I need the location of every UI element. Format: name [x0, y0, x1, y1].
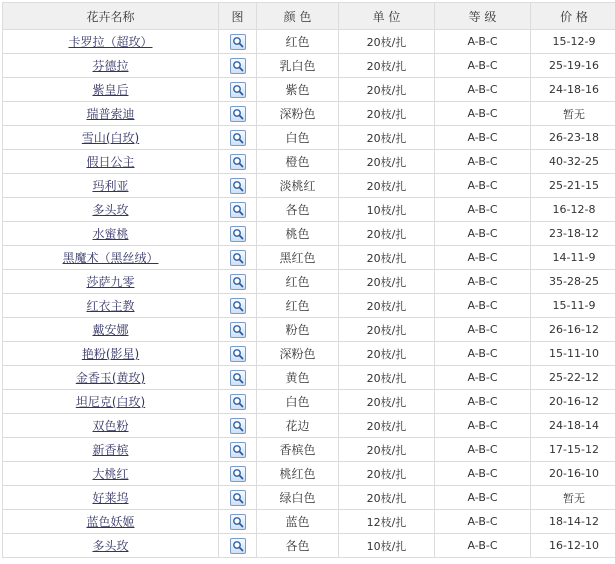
table-row: [3, 342, 615, 366]
color-cell: 深粉色: [257, 102, 339, 126]
image-cell: [219, 198, 257, 222]
price-cell: 15-11-9: [531, 294, 615, 318]
price-cell: 24-18-16: [531, 78, 615, 102]
flower-price-table: [2, 2, 615, 558]
color-cell: 黄色: [257, 366, 339, 390]
flower-name-cell: [3, 294, 219, 318]
unit-cell: 20枝/扎: [339, 78, 435, 102]
unit-cell: 20枝/扎: [339, 294, 435, 318]
table-row: [3, 462, 615, 486]
grade-cell: A-B-C: [435, 102, 531, 126]
unit-cell: 20枝/扎: [339, 246, 435, 270]
color-cell: 深粉色: [257, 342, 339, 366]
color-cell: 红色: [257, 270, 339, 294]
image-cell: [219, 342, 257, 366]
unit-cell: 20枝/扎: [339, 318, 435, 342]
grade-cell: A-B-C: [435, 414, 531, 438]
color-cell: 红色: [257, 294, 339, 318]
image-cell: [219, 126, 257, 150]
image-cell: [219, 54, 257, 78]
magnifier-icon[interactable]: [230, 82, 246, 98]
color-cell: 绿白色: [257, 486, 339, 510]
flower-name-link[interactable]: 蓝色妖姬: [86, 515, 134, 529]
table-row: [3, 54, 615, 78]
image-cell: [219, 486, 257, 510]
table-header-row: [3, 3, 615, 30]
color-cell: 橙色: [257, 150, 339, 174]
unit-cell: 20枝/扎: [339, 54, 435, 78]
color-cell: 桃红色: [257, 462, 339, 486]
grade-cell: A-B-C: [435, 198, 531, 222]
table-row: [3, 78, 615, 102]
table-row: [3, 414, 615, 438]
table-row: [3, 390, 615, 414]
grade-cell: A-B-C: [435, 54, 531, 78]
flower-name-link[interactable]: 坦尼克(白玫): [76, 395, 145, 409]
price-cell: 15-11-10: [531, 342, 615, 366]
table-row: [3, 198, 615, 222]
grade-cell: A-B-C: [435, 126, 531, 150]
grade-cell: A-B-C: [435, 246, 531, 270]
grade-cell: A-B-C: [435, 30, 531, 54]
price-cell: 25-22-12: [531, 366, 615, 390]
flower-name-link[interactable]: 瑞普索迪: [86, 107, 134, 121]
price-cell: 25-21-15: [531, 174, 615, 198]
price-cell: 20-16-10: [531, 462, 615, 486]
price-cell: 23-18-12: [531, 222, 615, 246]
table-row: [3, 30, 615, 54]
flower-name-link[interactable]: 紫皇后: [92, 83, 128, 97]
magnifier-icon[interactable]: [230, 538, 246, 554]
unit-cell: 20枝/扎: [339, 486, 435, 510]
grade-cell: A-B-C: [435, 366, 531, 390]
unit-cell: 20枝/扎: [339, 462, 435, 486]
color-cell: 花边: [257, 414, 339, 438]
grade-cell: A-B-C: [435, 486, 531, 510]
flower-name-cell: [3, 270, 219, 294]
flower-name-link[interactable]: 莎萨九零: [86, 275, 134, 289]
table-row: [3, 150, 615, 174]
magnifier-icon[interactable]: [230, 298, 246, 314]
image-cell: [219, 294, 257, 318]
flower-name-cell: [3, 30, 219, 54]
flower-name-cell: [3, 390, 219, 414]
image-cell: [219, 222, 257, 246]
price-cell: 暂无: [531, 102, 615, 126]
magnifier-icon[interactable]: [230, 106, 246, 122]
flower-name-cell: [3, 78, 219, 102]
image-cell: [219, 318, 257, 342]
flower-name-link[interactable]: 多头玫: [92, 203, 128, 217]
price-cell: 24-18-14: [531, 414, 615, 438]
flower-name-link[interactable]: 黑魔术（黑丝绒）: [62, 251, 158, 265]
price-cell: 20-16-12: [531, 390, 615, 414]
color-cell: 粉色: [257, 318, 339, 342]
image-cell: [219, 102, 257, 126]
flower-name-link[interactable]: 大桃红: [92, 467, 128, 481]
unit-cell: 20枝/扎: [339, 30, 435, 54]
color-cell: 各色: [257, 198, 339, 222]
image-cell: [219, 366, 257, 390]
table-row: [3, 246, 615, 270]
flower-name-cell: [3, 462, 219, 486]
price-cell: 17-15-12: [531, 438, 615, 462]
image-cell: [219, 534, 257, 558]
unit-cell: 10枝/扎: [339, 198, 435, 222]
unit-cell: 20枝/扎: [339, 222, 435, 246]
unit-cell: 12枝/扎: [339, 510, 435, 534]
flower-name-cell: [3, 174, 219, 198]
magnifier-icon[interactable]: [230, 202, 246, 218]
price-cell: 16-12-10: [531, 534, 615, 558]
unit-cell: 20枝/扎: [339, 150, 435, 174]
unit-cell: 20枝/扎: [339, 102, 435, 126]
unit-cell: 20枝/扎: [339, 342, 435, 366]
magnifier-icon[interactable]: [230, 34, 246, 50]
grade-cell: A-B-C: [435, 318, 531, 342]
color-cell: 桃色: [257, 222, 339, 246]
flower-name-link[interactable]: 卡罗拉（超玫）: [68, 35, 152, 49]
price-cell: 暂无: [531, 486, 615, 510]
image-cell: [219, 150, 257, 174]
flower-name-link[interactable]: 玛利亚: [92, 179, 128, 193]
magnifier-icon[interactable]: [230, 58, 246, 74]
flower-name-link[interactable]: 双色粉: [92, 419, 128, 433]
flower-name-cell: [3, 342, 219, 366]
flower-name-link[interactable]: 芬德拉: [92, 59, 128, 73]
magnifier-icon[interactable]: [230, 346, 246, 362]
color-cell: 蓝色: [257, 510, 339, 534]
flower-name-link[interactable]: 新香槟: [92, 443, 128, 457]
color-cell: 红色: [257, 30, 339, 54]
price-cell: 35-28-25: [531, 270, 615, 294]
unit-cell: 20枝/扎: [339, 174, 435, 198]
flower-name-cell: [3, 414, 219, 438]
grade-cell: A-B-C: [435, 294, 531, 318]
color-cell: 淡桃红: [257, 174, 339, 198]
grade-cell: A-B-C: [435, 222, 531, 246]
table-row: [3, 270, 615, 294]
magnifier-icon[interactable]: [230, 250, 246, 266]
image-cell: [219, 390, 257, 414]
magnifier-icon[interactable]: [230, 154, 246, 170]
magnifier-icon[interactable]: [230, 514, 246, 530]
header-price: 价 格: [531, 3, 615, 30]
flower-name-link[interactable]: 金香玉(黄玫): [76, 371, 145, 385]
unit-cell: 20枝/扎: [339, 390, 435, 414]
table-row: [3, 366, 615, 390]
grade-cell: A-B-C: [435, 174, 531, 198]
flower-name-cell: [3, 534, 219, 558]
table-row: [3, 534, 615, 558]
color-cell: 白色: [257, 390, 339, 414]
image-cell: [219, 246, 257, 270]
magnifier-icon[interactable]: [230, 130, 246, 146]
flower-name-link[interactable]: 雪山(白玫): [82, 131, 139, 145]
header-color: 颜 色: [257, 3, 339, 30]
color-cell: 紫色: [257, 78, 339, 102]
flower-name-cell: [3, 222, 219, 246]
flower-name-link[interactable]: 红衣主教: [86, 299, 134, 313]
price-cell: 16-12-8: [531, 198, 615, 222]
grade-cell: A-B-C: [435, 390, 531, 414]
unit-cell: 20枝/扎: [339, 414, 435, 438]
image-cell: [219, 438, 257, 462]
image-cell: [219, 30, 257, 54]
color-cell: 黑红色: [257, 246, 339, 270]
table-row: [3, 174, 615, 198]
color-cell: 香槟色: [257, 438, 339, 462]
price-cell: 15-12-9: [531, 30, 615, 54]
flower-name-cell: [3, 102, 219, 126]
table-row: [3, 438, 615, 462]
table-row: [3, 222, 615, 246]
grade-cell: A-B-C: [435, 150, 531, 174]
grade-cell: A-B-C: [435, 462, 531, 486]
flower-name-cell: [3, 486, 219, 510]
flower-name-cell: [3, 366, 219, 390]
table-row: [3, 294, 615, 318]
magnifier-icon[interactable]: [230, 370, 246, 386]
price-cell: 18-14-12: [531, 510, 615, 534]
price-cell: 26-16-12: [531, 318, 615, 342]
flower-name-cell: [3, 150, 219, 174]
grade-cell: A-B-C: [435, 78, 531, 102]
image-cell: [219, 270, 257, 294]
header-image: 图: [219, 3, 257, 30]
price-cell: 25-19-16: [531, 54, 615, 78]
grade-cell: A-B-C: [435, 270, 531, 294]
magnifier-icon[interactable]: [230, 490, 246, 506]
magnifier-icon[interactable]: [230, 394, 246, 410]
image-cell: [219, 174, 257, 198]
flower-name-cell: [3, 510, 219, 534]
grade-cell: A-B-C: [435, 438, 531, 462]
flower-name-cell: [3, 438, 219, 462]
price-cell: 26-23-18: [531, 126, 615, 150]
magnifier-icon[interactable]: [230, 466, 246, 482]
unit-cell: 20枝/扎: [339, 438, 435, 462]
flower-name-link[interactable]: 假日公主: [86, 155, 134, 169]
image-cell: [219, 78, 257, 102]
flower-name-link[interactable]: 多头玫: [92, 539, 128, 553]
table-row: [3, 318, 615, 342]
flower-name-link[interactable]: 艳粉(影星): [82, 347, 139, 361]
price-cell: 40-32-25: [531, 150, 615, 174]
grade-cell: A-B-C: [435, 342, 531, 366]
magnifier-icon[interactable]: [230, 442, 246, 458]
header-unit: 单 位: [339, 3, 435, 30]
unit-cell: 20枝/扎: [339, 366, 435, 390]
table-row: [3, 102, 615, 126]
magnifier-icon[interactable]: [230, 418, 246, 434]
magnifier-icon[interactable]: [230, 178, 246, 194]
flower-name-cell: [3, 318, 219, 342]
unit-cell: 20枝/扎: [339, 270, 435, 294]
table-row: [3, 510, 615, 534]
image-cell: [219, 510, 257, 534]
flower-name-link[interactable]: 戴安娜: [92, 323, 128, 337]
grade-cell: A-B-C: [435, 534, 531, 558]
unit-cell: 10枝/扎: [339, 534, 435, 558]
magnifier-icon[interactable]: [230, 322, 246, 338]
header-flower-name: 花卉名称: [3, 3, 219, 30]
table-row: [3, 486, 615, 510]
magnifier-icon[interactable]: [230, 274, 246, 290]
price-cell: 14-11-9: [531, 246, 615, 270]
table-row: [3, 126, 615, 150]
color-cell: 白色: [257, 126, 339, 150]
unit-cell: 20枝/扎: [339, 126, 435, 150]
flower-name-link[interactable]: 水蜜桃: [92, 227, 128, 241]
image-cell: [219, 414, 257, 438]
flower-name-cell: [3, 126, 219, 150]
flower-name-cell: [3, 246, 219, 270]
header-grade: 等 级: [435, 3, 531, 30]
magnifier-icon[interactable]: [230, 226, 246, 242]
color-cell: 各色: [257, 534, 339, 558]
image-cell: [219, 462, 257, 486]
flower-name-cell: [3, 198, 219, 222]
flower-name-link[interactable]: 好莱坞: [92, 491, 128, 505]
flower-name-cell: [3, 54, 219, 78]
color-cell: 乳白色: [257, 54, 339, 78]
grade-cell: A-B-C: [435, 510, 531, 534]
